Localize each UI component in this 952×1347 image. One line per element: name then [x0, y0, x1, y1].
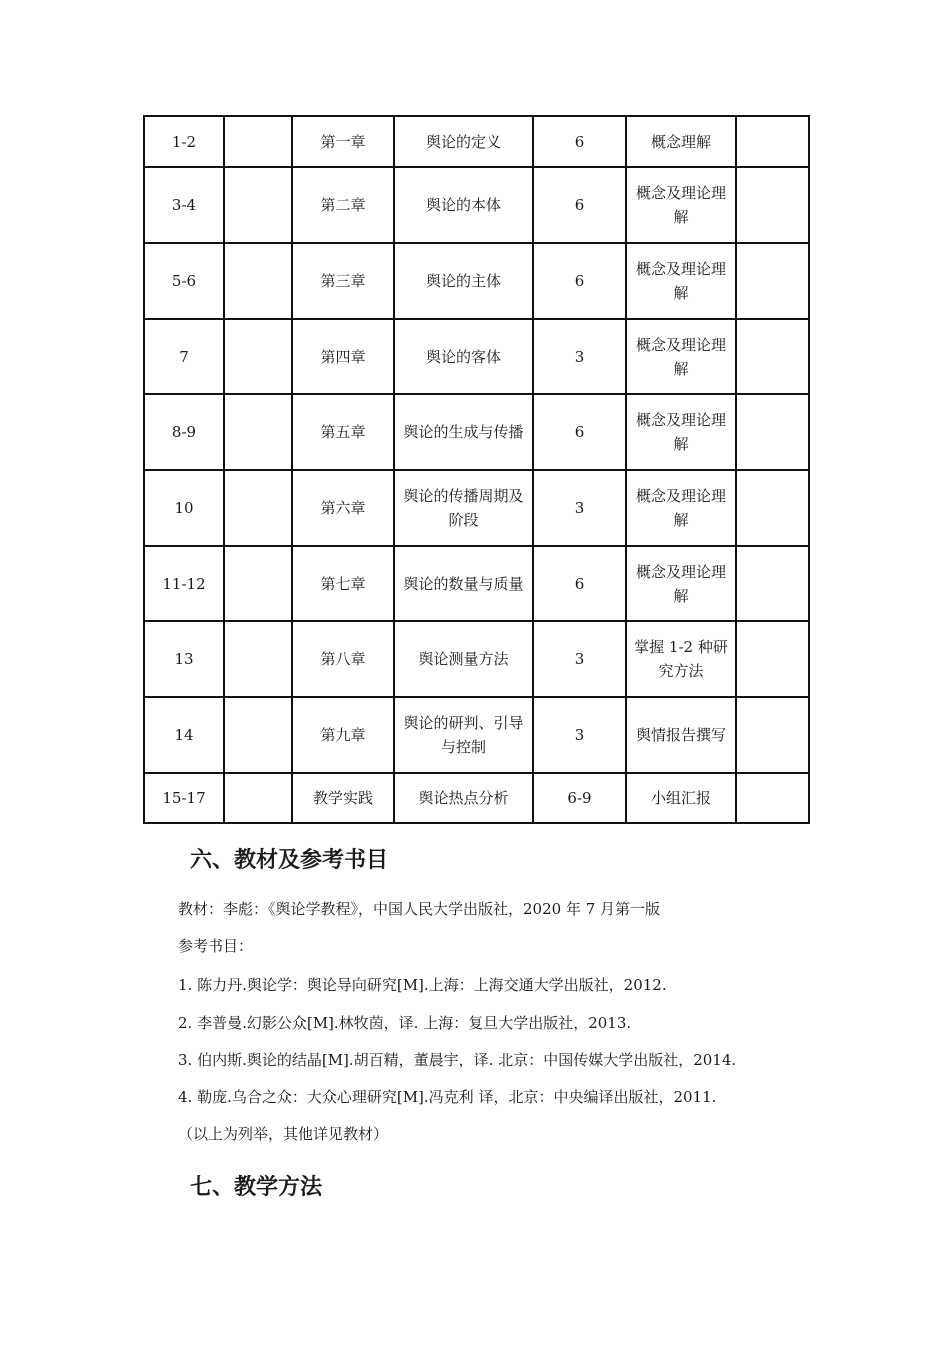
- empty-cell: [224, 697, 292, 773]
- chapter-cell: 第四章: [292, 319, 394, 394]
- hours-cell: 3: [533, 621, 626, 697]
- table-row: [144, 167, 809, 243]
- chapter-cell: 第七章: [292, 546, 394, 621]
- topic-cell: 舆论测量方法: [394, 621, 533, 697]
- topic-cell: 舆论的研判、引导与控制: [394, 697, 533, 773]
- chapter-cell: 第三章: [292, 243, 394, 319]
- hours-cell: 6: [533, 546, 626, 621]
- chapter-cell: 第八章: [292, 621, 394, 697]
- chapter-cell: 第五章: [292, 394, 394, 470]
- goal-cell: 舆情报告撰写: [626, 697, 736, 773]
- week-cell: 11-12: [144, 546, 224, 621]
- goal-cell: 概念及理论理解: [626, 546, 736, 621]
- reference-item-3: 3. 伯内斯.舆论的结晶[M].胡百精，董晨宇，译. 北京：中国传媒大学出版社，2014.: [178, 1051, 737, 1069]
- goal-cell: 概念及理论理解: [626, 167, 736, 243]
- chapter-cell: 教学实践: [292, 773, 394, 823]
- note-cell: [736, 546, 809, 621]
- topic-cell: 舆论的主体: [394, 243, 533, 319]
- reference-item-1: 1. 陈力丹.舆论学：舆论导向研究[M].上海：上海交通大学出版社，2012.: [178, 976, 667, 994]
- topic-cell: 舆论热点分析: [394, 773, 533, 823]
- note-cell: [736, 116, 809, 167]
- table-row: [144, 470, 809, 546]
- week-cell: 13: [144, 621, 224, 697]
- empty-cell: [224, 243, 292, 319]
- week-cell: 8-9: [144, 394, 224, 470]
- empty-cell: [224, 116, 292, 167]
- table-row: [144, 116, 809, 167]
- week-cell: 7: [144, 319, 224, 394]
- table-row: [144, 621, 809, 697]
- hours-cell: 3: [533, 319, 626, 394]
- note-cell: [736, 773, 809, 823]
- hours-cell: 6: [533, 243, 626, 319]
- topic-cell: 舆论的定义: [394, 116, 533, 167]
- hours-cell: 3: [533, 697, 626, 773]
- empty-cell: [224, 394, 292, 470]
- goal-cell: 掌握 1-2 种研究方法: [626, 621, 736, 697]
- note-cell: [736, 243, 809, 319]
- note-cell: [736, 621, 809, 697]
- chapter-cell: 第二章: [292, 167, 394, 243]
- chapter-cell: 第六章: [292, 470, 394, 546]
- references-label: 参考书目：: [178, 937, 254, 955]
- reference-item-2: 2. 李普曼.幻影公众[M].林牧茵，译. 上海：复旦大学出版社，2013.: [178, 1014, 632, 1032]
- empty-cell: [224, 167, 292, 243]
- empty-cell: [224, 773, 292, 823]
- hours-cell: 6-9: [533, 773, 626, 823]
- note-cell: [736, 697, 809, 773]
- chapter-cell: 第九章: [292, 697, 394, 773]
- table-row: [144, 546, 809, 621]
- week-cell: 14: [144, 697, 224, 773]
- goal-cell: 概念及理论理解: [626, 243, 736, 319]
- table-row: [144, 773, 809, 823]
- references-note: （以上为列举，其他详见教材）: [178, 1125, 389, 1143]
- chapter-cell: 第一章: [292, 116, 394, 167]
- empty-cell: [224, 470, 292, 546]
- note-cell: [736, 167, 809, 243]
- table-row: [144, 394, 809, 470]
- section-heading-textbooks: 六、教材及参考书目: [190, 848, 389, 873]
- empty-cell: [224, 546, 292, 621]
- topic-cell: 舆论的客体: [394, 319, 533, 394]
- hours-cell: 3: [533, 470, 626, 546]
- week-cell: 5-6: [144, 243, 224, 319]
- goal-cell: 概念及理论理解: [626, 470, 736, 546]
- topic-cell: 舆论的生成与传播: [394, 394, 533, 470]
- hours-cell: 6: [533, 394, 626, 470]
- goal-cell: 概念及理论理解: [626, 319, 736, 394]
- note-cell: [736, 319, 809, 394]
- topic-cell: 舆论的传播周期及阶段: [394, 470, 533, 546]
- schedule-table: [143, 115, 810, 824]
- hours-cell: 6: [533, 167, 626, 243]
- empty-cell: [224, 319, 292, 394]
- topic-cell: 舆论的数量与质量: [394, 546, 533, 621]
- empty-cell: [224, 621, 292, 697]
- week-cell: 3-4: [144, 167, 224, 243]
- week-cell: 1-2: [144, 116, 224, 167]
- section-heading-teaching-methods: 七、教学方法: [190, 1175, 323, 1200]
- hours-cell: 6: [533, 116, 626, 167]
- table-row: [144, 697, 809, 773]
- topic-cell: 舆论的本体: [394, 167, 533, 243]
- goal-cell: 概念理解: [626, 116, 736, 167]
- table-row: [144, 243, 809, 319]
- note-cell: [736, 470, 809, 546]
- week-cell: 10: [144, 470, 224, 546]
- reference-item-4: 4. 勒庞.乌合之众：大众心理研究[M].冯克利 译，北京：中央编译出版社，2011.: [178, 1088, 717, 1106]
- week-cell: 15-17: [144, 773, 224, 823]
- textbook-line: 教材：李彪：《舆论学教程》，中国人民大学出版社，2020 年 7 月第一版: [178, 900, 661, 918]
- table-row: [144, 319, 809, 394]
- note-cell: [736, 394, 809, 470]
- goal-cell: 概念及理论理解: [626, 394, 736, 470]
- goal-cell: 小组汇报: [626, 773, 736, 823]
- schedule-body: [144, 116, 809, 823]
